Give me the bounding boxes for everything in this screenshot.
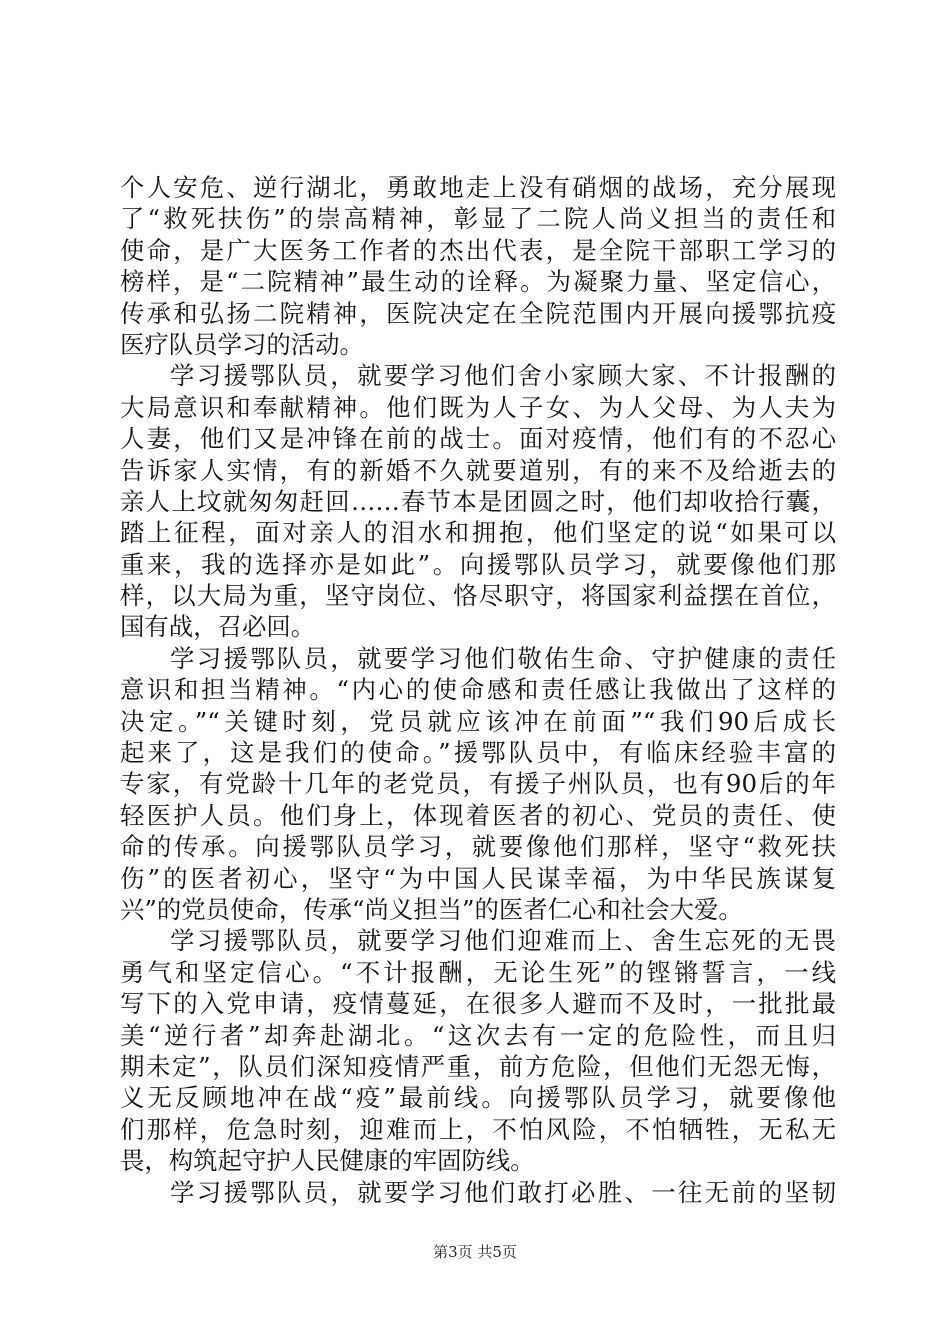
text-line: 勇气和坚定信心。“不计报酬，无论生死”的铿锵誓言，一线 (120, 957, 836, 987)
document-body (120, 172, 836, 1208)
text-line: 使命，是广大医务工作者的杰出代表，是全院干部职工学习的 (120, 235, 836, 265)
text-line: 伤”的医者初心，坚守“为中国人民谋幸福，为中华民族谋复 (120, 863, 836, 893)
text-line: 学习援鄂队员，就要学习他们迎难而上、舍生忘死的无畏 (170, 926, 836, 956)
text-line: 美“逆行者”却奔赴湖北。“这次去有一定的危险性，而且归 (120, 1020, 836, 1050)
text-line: 兴”的党员使命，传承“尚义担当”的医者仁心和社会大爱。 (120, 894, 743, 924)
text-line: 亲人上坟就匆匆赶回……春节本是团圆之时，他们却收拾行囊， (120, 486, 836, 516)
text-line: 个人安危、逆行湖北，勇敢地走上没有硝烟的战场，充分展现 (120, 173, 836, 202)
text-line: 专家，有党龄十几年的老党员，有援子州队员，也有90后的年 (120, 769, 836, 799)
text-line: 起来了，这是我们的使命。”援鄂队员中，有临床经验丰富的 (120, 738, 836, 768)
text-line: 写下的入党申请，疫情蔓延，在很多人避而不及时，一批批最 (120, 989, 836, 1019)
text-line: 义无反顾地冲在战“疫”最前线。向援鄂队员学习，就要像他 (120, 1083, 836, 1113)
text-line: 人妻，他们又是冲锋在前的战士。面对疫情，他们有的不忍心 (120, 424, 836, 454)
text-line: 告诉家人实情，有的新婚不久就要道别，有的来不及给逝去的 (120, 455, 836, 485)
text-line: 榜样，是“二院精神”最生动的诠释。为凝聚力量、坚定信心， (120, 267, 836, 297)
page-number-footer: 第3页 共5页 (433, 1243, 517, 1261)
text-line: 们那样，危急时刻，迎难而上，不怕风险，不怕牺牲，无私无 (120, 1114, 836, 1144)
text-line: 畏，构筑起守护人民健康的牢固防线。 (120, 1146, 535, 1176)
text-line: 意识和担当精神。“内心的使命感和责任感让我做出了这样的 (120, 675, 836, 705)
text-line: 学习援鄂队员，就要学习他们舍小家顾大家、不计报酬的 (170, 361, 836, 391)
text-line: 了“救死扶伤”的崇高精神，彰显了二院人尚义担当的责任和 (120, 204, 836, 234)
text-line: 样，以大局为重，坚守岗位、恪尽职守，将国家利益摆在首位， (120, 581, 836, 611)
text-line: 传承和弘扬二院精神，医院决定在全院范围内开展向援鄂抗疫 (120, 298, 836, 328)
text-line: 重来，我的选择亦是如此”。向援鄂队员学习，就要像他们那 (120, 549, 836, 579)
text-line: 踏上征程，面对亲人的泪水和拥抱，他们坚定的说“如果可以 (120, 518, 836, 548)
text-line: 学习援鄂队员，就要学习他们敬佑生命、守护健康的责任 (170, 643, 836, 673)
text-line: 期未定”，队员们深知疫情严重，前方危险，但他们无怨无悔， (120, 1051, 836, 1081)
text-line: 命的传承。向援鄂队员学习，就要像他们那样，坚守“救死扶 (120, 832, 836, 862)
text-line: 大局意识和奉献精神。他们既为人子女、为人父母、为人夫为 (120, 392, 836, 422)
text-line: 国有战，召必回。 (120, 612, 316, 642)
text-line: 决定。”“关键时刻，党员就应该冲在前面”“我们90后成长 (120, 706, 836, 736)
text-line: 学习援鄂队员，就要学习他们敢打必胜、一往无前的坚韧 (170, 1177, 836, 1207)
text-line: 医疗队员学习的活动。 (120, 329, 364, 359)
text-line: 轻医护人员。他们身上，体现着医者的初心、党员的责任、使 (120, 800, 836, 830)
